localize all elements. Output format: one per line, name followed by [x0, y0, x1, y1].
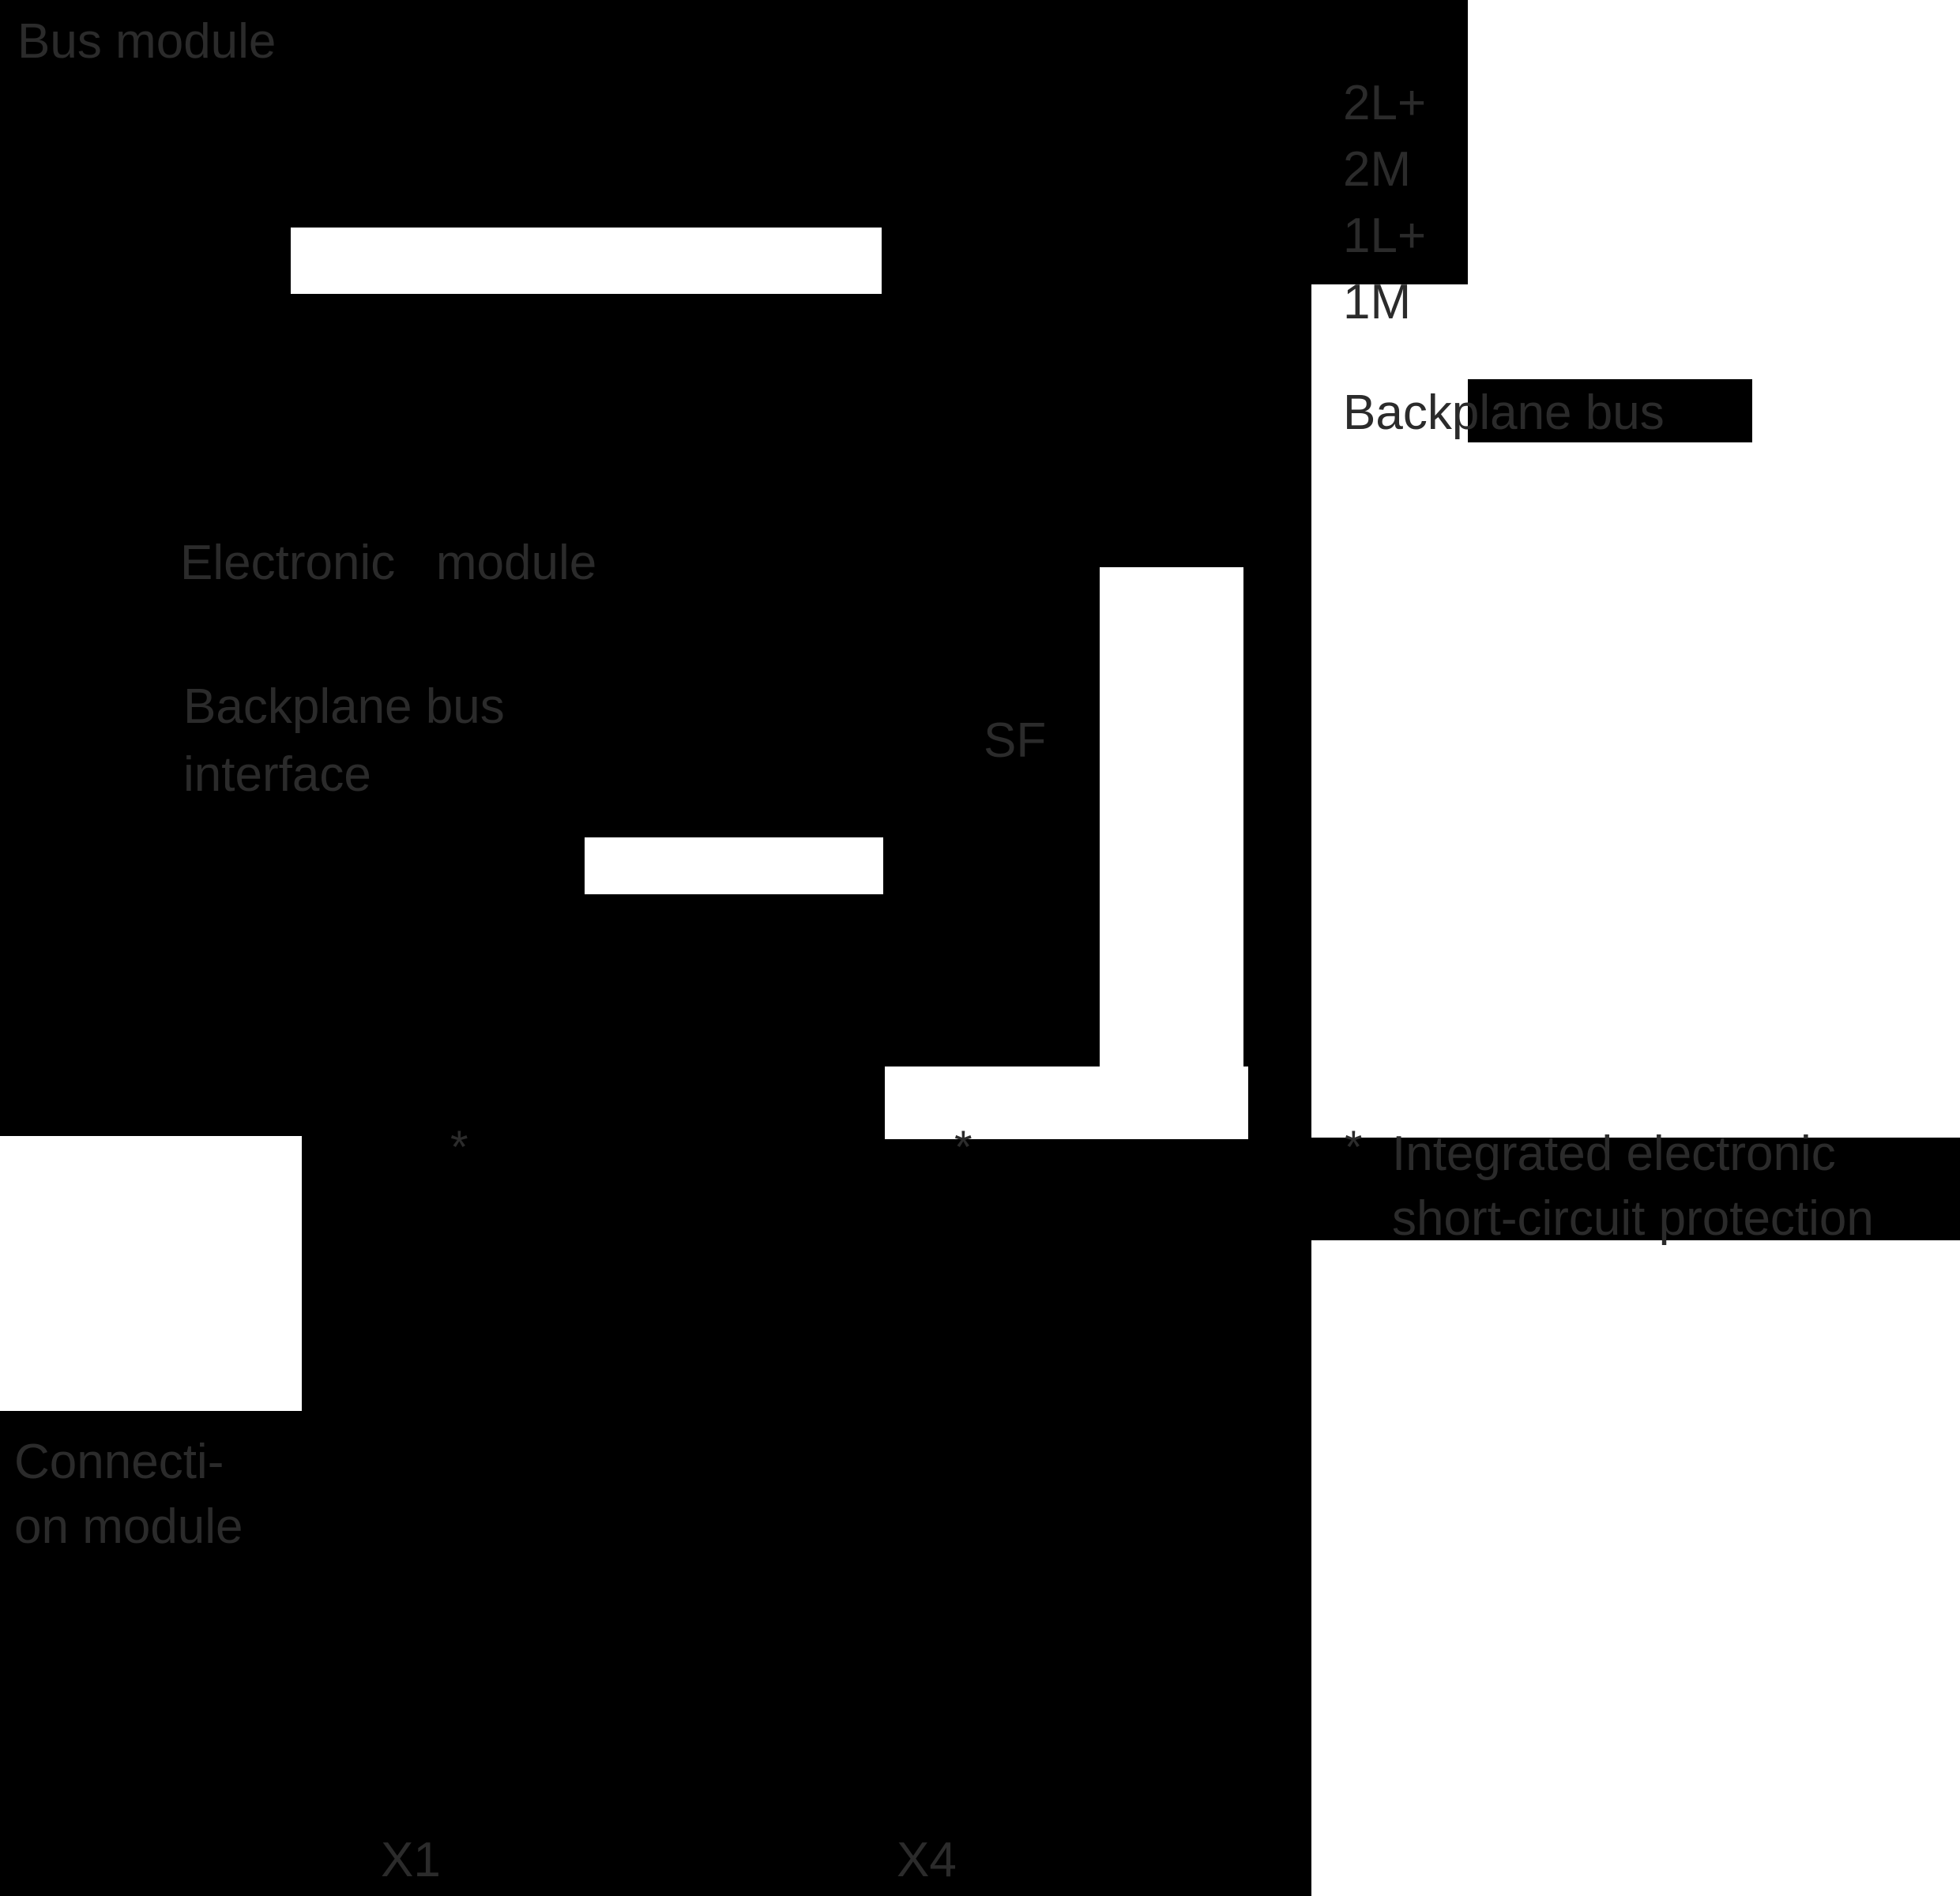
- footnote-marker: *: [1345, 1122, 1363, 1173]
- label-asterisk-middle: *: [954, 1122, 972, 1173]
- label-terminal-2m: 2M: [1343, 142, 1412, 197]
- label-sf-led: SF: [984, 713, 1047, 768]
- label-terminal-1l-plus: 1L+: [1343, 209, 1427, 263]
- cutout-sf-foot: [885, 1066, 1248, 1139]
- cutout-top-bar: [291, 228, 882, 294]
- label-electronic-module: Electronic module: [180, 536, 597, 590]
- cutout-right-gap-lower: [1311, 553, 1452, 1138]
- label-backplane-bus: Backplane bus: [1343, 386, 1665, 440]
- label-connection-module-line1: Connecti-: [14, 1435, 224, 1489]
- label-terminal-1m: 1M: [1343, 275, 1412, 329]
- cutout-right-gap-bottom: [1311, 1240, 1452, 1896]
- label-asterisk-left: *: [450, 1122, 468, 1173]
- cutout-connection-block: [0, 1136, 302, 1411]
- footnote-line2: short-circuit protection: [1392, 1191, 1874, 1246]
- cutout-footnote-right: [1752, 379, 1960, 442]
- cutout-sf-column: [1100, 567, 1243, 1136]
- label-connector-x4: X4: [897, 1833, 957, 1887]
- cutout-mid-bar: [585, 837, 883, 894]
- label-backplane-bus-interface-line2: interface: [183, 747, 371, 802]
- label-connector-x1: X1: [381, 1833, 441, 1887]
- footnote-line1: Integrated electronic: [1392, 1127, 1836, 1181]
- label-backplane-bus-interface-line1: Backplane bus: [183, 679, 505, 734]
- module-body-upper-right: [1452, 0, 1468, 300]
- label-terminal-2l-plus: 2L+: [1343, 76, 1427, 130]
- label-bus-module: Bus module: [17, 14, 277, 69]
- label-connection-module-line2: on module: [14, 1499, 243, 1554]
